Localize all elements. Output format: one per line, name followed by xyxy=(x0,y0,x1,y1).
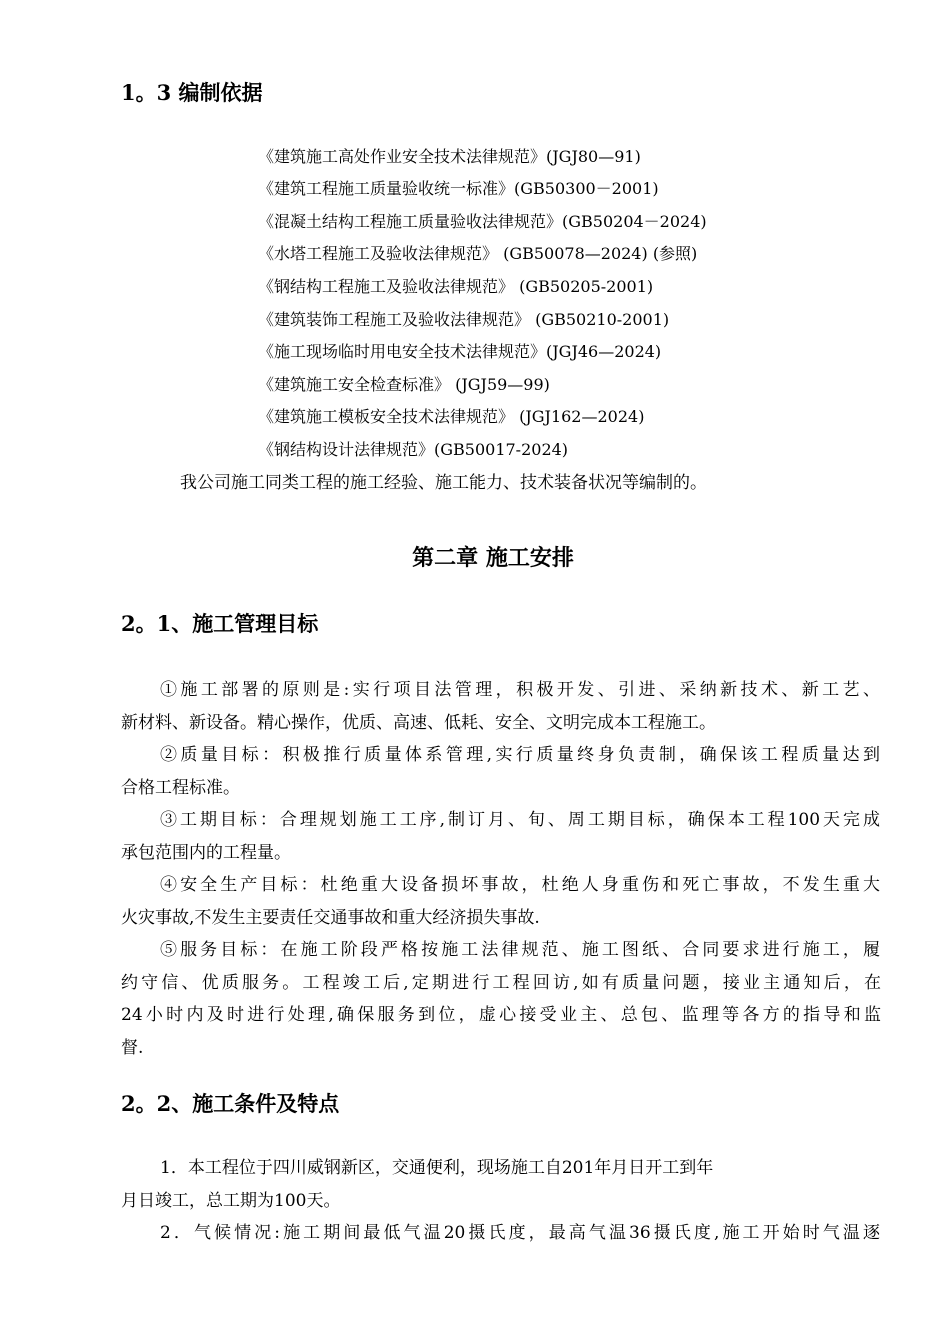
reference-item: 《建筑施工模板安全技术法律规范》 (JGJ162—2024) xyxy=(258,407,645,426)
section-heading-1-3: 1。3 编制依据 xyxy=(121,80,263,105)
paragraph-line: ③工期目标：合理规划施工工序,制订月、旬、周工期目标，确保本工程100天完成 xyxy=(160,810,880,830)
paragraph-line: ①施工部署的原则是:实行项目法管理，积极开发、引进、采纳新技术、新工艺、 xyxy=(160,680,880,700)
paragraph-line: ⑤服务目标：在施工阶段严格按施工法律规范、施工图纸、合同要求进行施工，履 xyxy=(160,940,880,960)
reference-item: 《混凝土结构工程施工质量验收法律规范》(GB50204－2024) xyxy=(258,212,707,231)
paragraph-line: 2．气候情况:施工期间最低气温20摄氏度，最高气温36摄氏度,施工开始时气温逐 xyxy=(160,1223,880,1243)
paragraph-line: 新材料、新设备。精心操作，优质、高速、低耗、安全、文明完成本工程施工。 xyxy=(121,713,716,733)
paragraph-line: ②质量目标：积极推行质量体系管理,实行质量终身负责制，确保该工程质量达到 xyxy=(160,745,880,765)
basis-closing-text: 我公司施工同类工程的施工经验、施工能力、技术装备状况等编制的。 xyxy=(180,473,707,493)
reference-item: 《建筑装饰工程施工及验收法律规范》 (GB50210-2001) xyxy=(258,310,670,329)
paragraph-line: ④安全生产目标：杜绝重大设备损坏事故，杜绝人身重伤和死亡事故，不发生重大 xyxy=(160,875,880,895)
paragraph-line: 合格工程标准。 xyxy=(121,778,240,798)
paragraph-line: 承包范围内的工程量。 xyxy=(121,843,291,863)
reference-item: 《水塔工程施工及验收法律规范》 (GB50078—2024) (参照) xyxy=(258,244,698,263)
section-heading-2-1: 2。1、施工管理目标 xyxy=(121,611,319,636)
reference-item: 《建筑工程施工质量验收统一标准》(GB50300－2001) xyxy=(258,179,659,198)
paragraph-line: 1．本工程位于四川威钢新区，交通便利，现场施工自201年月日开工到年 xyxy=(160,1158,714,1178)
paragraph-line: 约守信、优质服务。工程竣工后,定期进行工程回访,如有质量问题，接业主通知后，在 xyxy=(121,973,881,993)
reference-item: 《建筑施工高处作业安全技术法律规范》(JGJ80—91) xyxy=(258,147,641,166)
paragraph-line: 24小时内及时进行处理,确保服务到位，虚心接受业主、总包、监理等各方的指导和监 xyxy=(121,1005,881,1025)
reference-item: 《建筑施工安全检查标准》 (JGJ59—99) xyxy=(258,375,550,394)
paragraph-line: 火灾事故,不发生主要责任交通事故和重大经济损失事故. xyxy=(121,908,540,928)
paragraph-line: 督. xyxy=(121,1038,144,1058)
reference-item: 《钢结构设计法律规范》(GB50017-2024) xyxy=(258,440,569,459)
reference-item: 《钢结构工程施工及验收法律规范》 (GB50205-2001) xyxy=(258,277,654,296)
paragraph-line: 月日竣工，总工期为100天。 xyxy=(121,1191,341,1211)
reference-item: 《施工现场临时用电安全技术法律规范》(JGJ46—2024) xyxy=(258,342,662,361)
section-heading-2-2: 2。2、施工条件及特点 xyxy=(121,1091,340,1116)
chapter-title: 第二章 施工安排 xyxy=(412,545,574,571)
